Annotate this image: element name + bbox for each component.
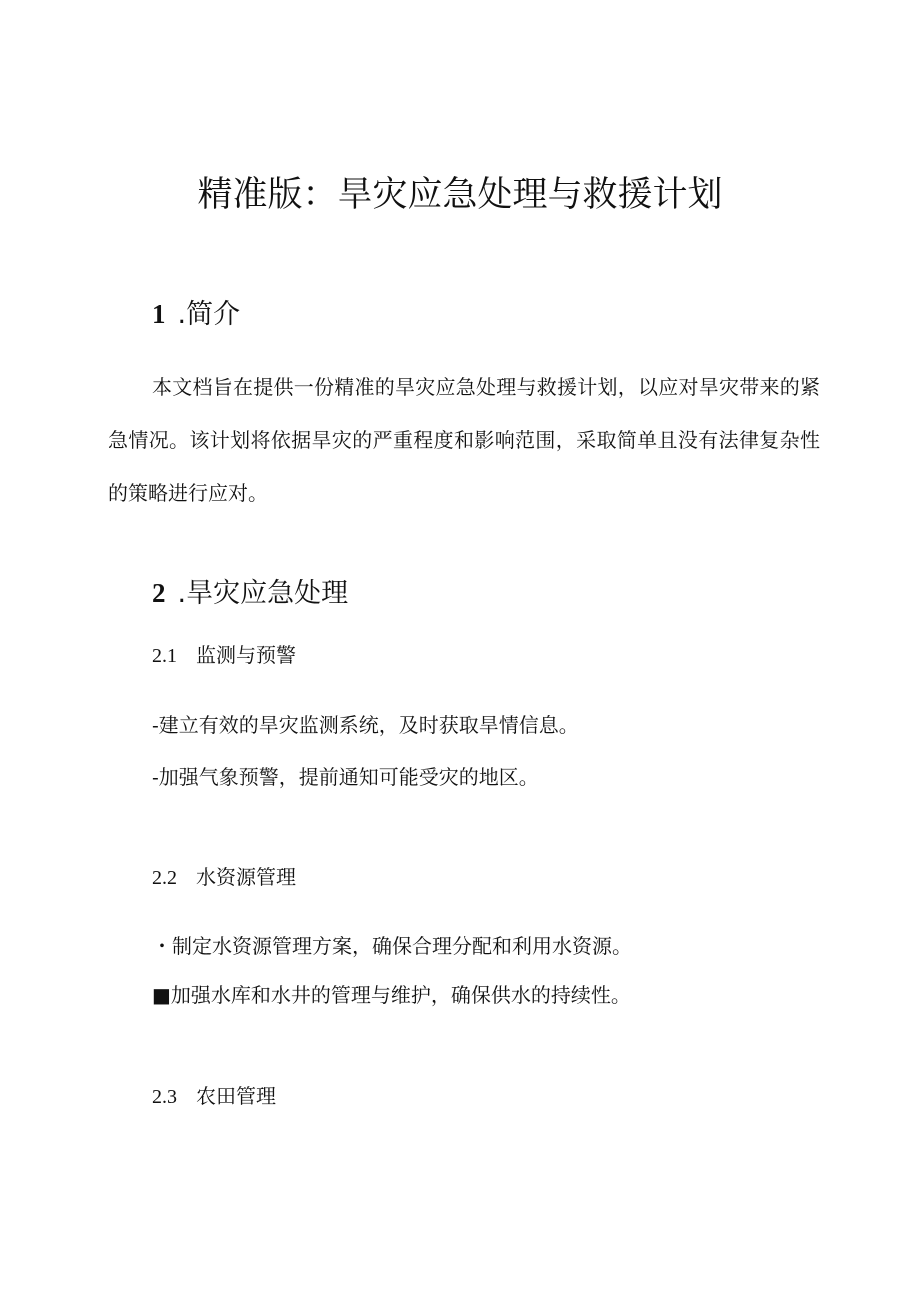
list-item: ・制定水资源管理方案，确保合理分配和利用水资源。 <box>152 934 632 958</box>
subsection-2-1-title: 监测与预警 <box>196 643 296 667</box>
subsection-2-2-number: 2.2 <box>152 867 177 889</box>
section-1-title: .简介 <box>177 299 241 330</box>
list-item: -建立有效的旱灾监测系统，及时获取旱情信息。 <box>152 713 579 737</box>
section-1-heading <box>152 294 240 335</box>
subsection-2-1-number: 2.1 <box>152 645 177 667</box>
section-2-title: .旱灾应急处理 <box>177 578 349 609</box>
section-1-number: 1 <box>152 299 166 329</box>
subsection-2-3-number: 2.3 <box>152 1086 177 1108</box>
section-2-number: 2 <box>152 578 166 608</box>
subsection-2-1-heading <box>152 640 296 671</box>
subsection-2-3-title: 农田管理 <box>196 1084 276 1108</box>
subsection-2-2-title: 水资源管理 <box>196 865 296 889</box>
list-item: ■加强水库和水井的管理与维护，确保供水的持续性。 <box>152 983 631 1007</box>
section-2-heading <box>152 573 348 614</box>
list-item: -加强气象预警，提前通知可能受灾的地区。 <box>152 765 539 789</box>
section-1-paragraph: 本文档旨在提供一份精准的旱灾应急处理与救援计划，以应对旱灾带来的紧急情况。该计划将依据旱灾的严重程度和影响范围，采取简单且没有法律复杂性的策略进行应对。 <box>108 375 820 505</box>
subsection-2-2-heading <box>152 862 296 893</box>
document-title: 精准版：旱灾应急处理与救援计划 <box>197 175 723 215</box>
subsection-2-3-heading <box>152 1081 276 1112</box>
